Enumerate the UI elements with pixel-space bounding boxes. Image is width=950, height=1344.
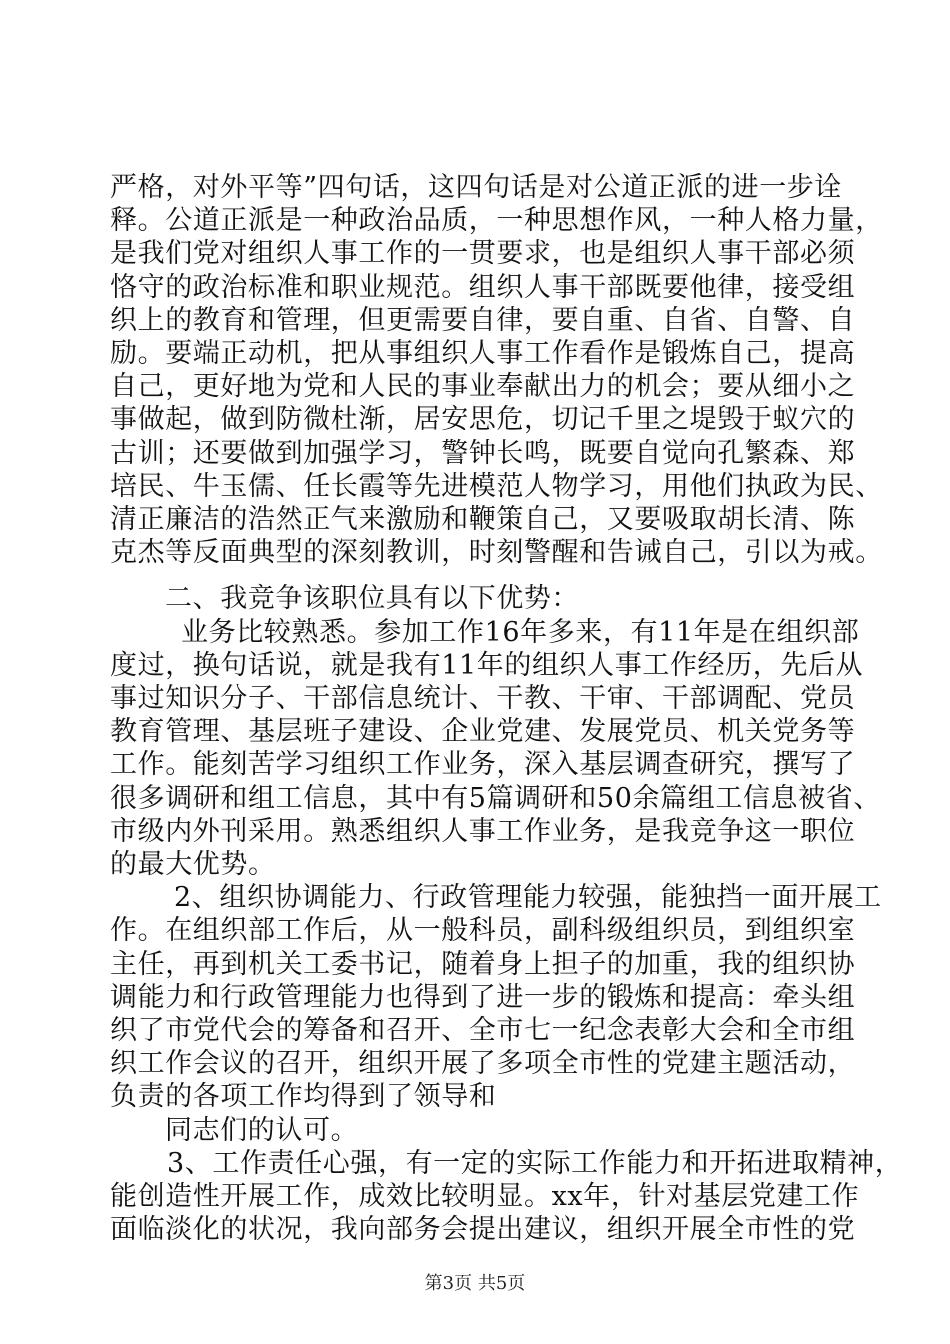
text-line: 是我们党对组织人事工作的一贯要求，也是组织人事干部必须 [110, 238, 856, 270]
text-line: 古训；还要做到加强学习，警钟长鸣，既要自觉向孔繁森、郑 [110, 437, 856, 469]
text-line: 主任，再到机关工委书记，随着身上担子的加重，我的组织协 [110, 948, 856, 980]
text-line: 释。公道正派是一种政治品质，一种思想作风，一种人格力量， [110, 205, 883, 237]
text-line: 很多调研和组工信息，其中有5篇调研和50余篇组工信息被省、 [110, 782, 881, 814]
text-line: 织了市党代会的筹备和召开、全市七一纪念表彰大会和全市组 [110, 1015, 856, 1046]
text-line: 事做起，做到防微杜渐，居安思危，切记千里之堤毁于蚁穴的 [110, 404, 856, 436]
text-line: 织上的教育和管理，但更需要自律，要自重、自省、自警、自 [110, 304, 856, 336]
section-heading: 二、我竞争该职位具有以下优势： [165, 583, 579, 615]
text-line: 业务比较熟悉。参加工作16年多来，有11年是在组织部 [181, 616, 860, 648]
text-line: 清正廉洁的浩然正气来激励和鞭策自己，又要吸取胡长清、陈 [110, 504, 856, 535]
text-line: 励。要端正动机，把从事组织人事工作看作是锻炼自己，提高 [110, 338, 856, 369]
text-line: 度过，换句话说，就是我有11年的组织人事工作经历，先后从 [110, 649, 864, 681]
text-line: 调能力和行政管理能力也得到了进一步的锻炼和提高：牵头组 [110, 981, 856, 1013]
text-line: 工作。能刻苦学习组织工作业务，深入基层调查研究，撰写了 [110, 749, 856, 781]
text-line: 能创造性开展工作，成效比较明显。xx年，针对基层党建工作 [110, 1181, 860, 1212]
text-line: 恪守的政治标准和职业规范。组织人事干部既要他律，接受组 [110, 271, 856, 303]
text-line: 作。在组织部工作后，从一般科员，副科级组织员，到组织室 [110, 915, 856, 947]
text-line: 3、工作责任心强，有一定的实际工作能力和开拓进取精神， [167, 1147, 903, 1179]
text-line: 织工作会议的召开，组织开展了多项全市性的党建主题活动， [110, 1048, 856, 1080]
text-line: 2、组织协调能力、行政管理能力较强，能独挡一面开展工 [174, 882, 882, 914]
page-footer: 第3页 共5页 [424, 1273, 526, 1295]
text-line: 事过知识分子、干部信息统计、干教、干审、干部调配、党员 [110, 683, 856, 714]
text-line: 教育管理、基层班子建设、企业党建、发展党员、机关党务等 [110, 716, 856, 748]
text-line: 严格，对外平等”四句话，这四句话是对公道正派的进一步诠 [110, 172, 843, 203]
text-line: 自己，更好地为党和人民的事业奉献出力的机会；要从细小之 [110, 371, 856, 403]
text-line: 面临淡化的状况，我向部务会提出建议，组织开展全市性的党 [110, 1214, 856, 1246]
text-line: 的最大优势。 [110, 849, 276, 880]
text-line: 负责的各项工作均得到了领导和 [110, 1081, 497, 1113]
text-line: 同志们的认可。 [165, 1114, 359, 1146]
text-line: 培民、牛玉儒、任长霞等先进模范人物学习，用他们执政为民、 [110, 470, 883, 502]
text-line: 市级内外刊采用。熟悉组织人事工作业务，是我竞争这一职位 [110, 815, 856, 847]
text-line: 克杰等反面典型的深刻教训，时刻警醒和告诫自己，引以为戒。 [110, 537, 883, 569]
